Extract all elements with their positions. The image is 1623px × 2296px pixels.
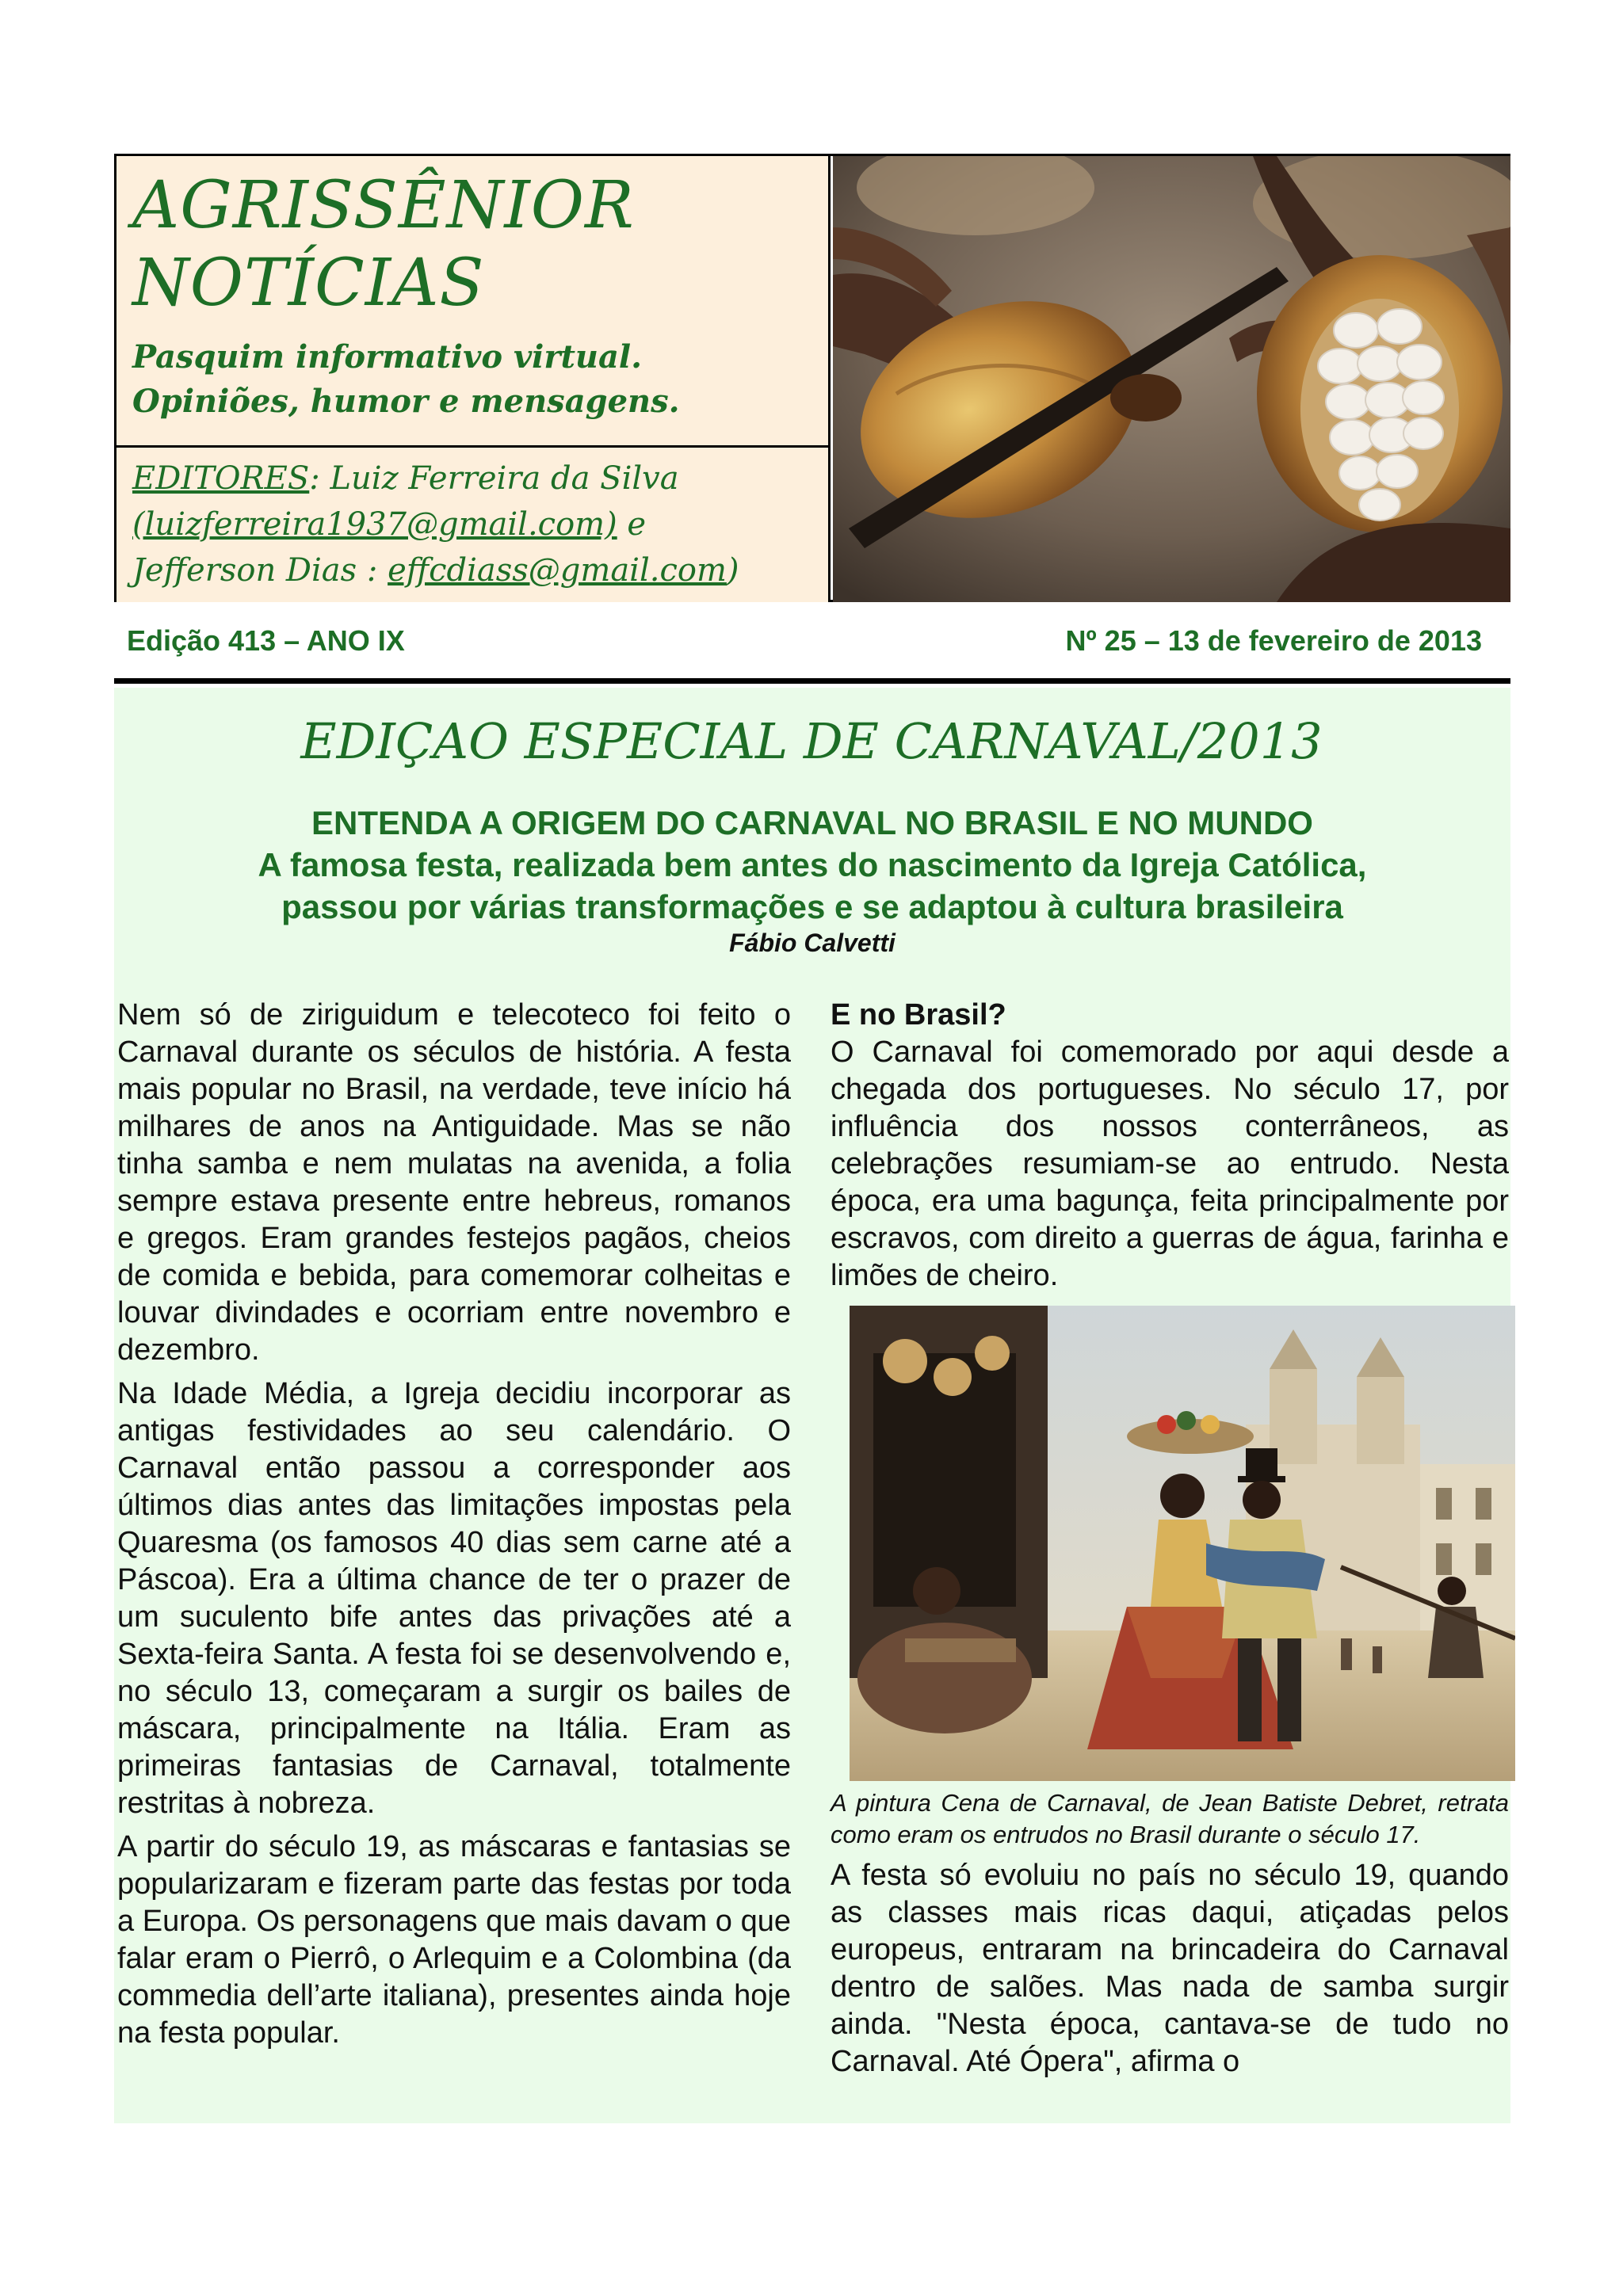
masthead — [114, 154, 1510, 602]
article-column-right — [831, 997, 1509, 2087]
article-paragraph: Nem só de ziriguidum e telecoteco foi feito o Carnaval durante os séculos de história. A festa mais popular no Brasil, na verdade, teve início há milhares de anos na Antiguidade. Mas se não tinha samba e nem mulatas na avenida, a folia sempre estava presente entre hebreus, romanos e gregos. Eram grandes festejos pagãos, cheios de comida e bebida, para comemorar colheitas e louvar divindades e ocorriam entre novembro e dezembro. — [117, 998, 791, 1367]
editors-label: EDITORES — [132, 460, 310, 497]
subtitle-line2: Opiniões, humor e mensagens. — [132, 383, 680, 420]
editors-close: ) — [726, 552, 739, 589]
article-deck-line1: A famosa festa, realizada bem antes do nascimento da Igreja Católica, — [258, 846, 1367, 883]
article-paragraph: O Carnaval foi comemorado por aqui desde a chegada dos portugueses. No século 17, por influência dos nossos conterrâneos, as celebrações resumiam-se ao entrudo. Nesta época, era uma bagunça, feita principalmente por escravos, com direito a guerras de água, farinha e limões de cheiro. — [831, 1035, 1509, 1292]
publication-title-line2: NOTÍCIAS — [132, 246, 485, 321]
article-paragraph: Na Idade Média, a Igreja decidiu incorporar as antigas festividades ao seu calendário. O Carnaval então passou a corresponder aos últimos dias antes das limitações impostas pela Quaresma (os famosos 40 dias sem carne até a Páscoa). Era a última chance de ter o prazer de um suculento bife antes das privações até a Sexta-feira Santa. A festa foi se desenvolvendo e, no século 13, começaram a surgir os bailes de máscara, principalmente na Itália. Eram as primeiras fantasias de Carnaval, totalmente restritas à nobreza. — [117, 1377, 791, 1820]
edition-divider — [114, 678, 1510, 684]
article-headline-block — [114, 802, 1510, 928]
article-paragraph: A partir do século 19, as máscaras e fantasias se popularizaram e fizeram parte das festas por toda a Europa. Os personagens que mais davam o que falar eram o Pierrô, o Arlequim e a Colombina (da commedia dell’arte italiana), presentes ainda hoje na festa popular. — [117, 1830, 791, 2050]
photo-caption: A pintura Cena de Carnaval, de Jean Batiste Debret, retrata como eram os entrudos no Brasil durante o século 17. — [831, 1789, 1509, 1848]
editors-text — [132, 456, 822, 593]
article-byline: Fábio Calvetti — [729, 929, 896, 957]
article-deck-line2: passou por várias transformações e se adaptou à cultura brasileira — [281, 888, 1343, 925]
editor-1-name: : Luiz Ferreira da Silva — [309, 460, 679, 497]
editor-2-name: Jefferson Dias : — [132, 552, 388, 589]
carnival-painting-image — [850, 1306, 1515, 1781]
editor-1-email-link[interactable]: (luizferreira1937@gmail.com) — [132, 506, 617, 543]
issue-date: Nº 25 – 13 de fevereiro de 2013 — [1065, 624, 1482, 657]
subtitle-line1: Pasquim informativo virtual. — [132, 338, 643, 376]
article-headline: ENTENDA A ORIGEM DO CARNAVAL NO BRASIL E NO MUNDO — [311, 804, 1313, 841]
editors-join: e — [617, 506, 647, 543]
publication-title — [132, 167, 822, 322]
cacao-pods-illustration — [833, 156, 1510, 602]
publication-title-line1: AGRISSÊNIOR — [132, 168, 635, 243]
article-subhead: E no Brasil? — [831, 998, 1006, 1032]
edition-line — [114, 624, 1510, 669]
editor-2-email-link[interactable]: effcdiass@gmail.com — [388, 552, 727, 589]
cacao-pods-photo — [833, 156, 1510, 602]
special-edition-title: EDIÇAO ESPECIAL DE CARNAVAL/2013 — [300, 712, 1323, 770]
publication-subtitle — [132, 335, 822, 424]
edition-number: Edição 413 – ANO IX — [127, 624, 405, 657]
article-column-left — [117, 997, 791, 2058]
masthead-title-block — [116, 156, 831, 448]
article-paragraph: A festa só evoluiu no país no século 19, quando as classes mais ricas daqui, atiçadas pelos europeus, entraram na brincadeira do Carnaval dentro de salões. Mas nada de samba surgir ainda. "Nesta época, cantava-se de tudo no Carnaval. Até Ópera", afirma o — [831, 1859, 1509, 2078]
editors-block — [116, 448, 831, 602]
